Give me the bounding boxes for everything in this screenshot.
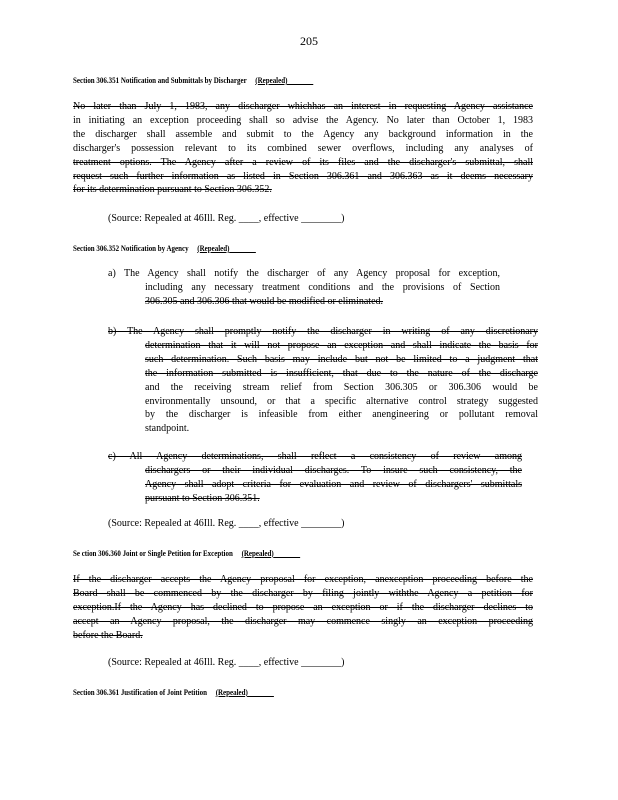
section-heading-label: Section 306.352 Notification by Agency xyxy=(73,243,189,253)
body-line: Board shall be commenced by the discharger by filing jointly withthe Agency a petition for xyxy=(73,587,533,599)
section-heading-label: Se ction 306.360 Joint or Single Petition for Exception xyxy=(73,548,233,558)
section-306-351-body xyxy=(73,100,533,197)
section-306-360-heading xyxy=(73,548,300,558)
source-note-351: (Source: Repealed at 46Ill. Reg. ____, effective ________) xyxy=(108,213,345,224)
body-line: exception.If the Agency has declined to propose an exception or if the discharger declines to xyxy=(73,601,533,613)
body-line: No later than July 1, 1983, any discharger whichhas an interest in requesting Agency assistance xyxy=(73,101,533,112)
underline-rule xyxy=(274,549,300,558)
item-line: pursuant to Section 306.351. xyxy=(145,492,260,504)
section-heading-label: Section 306.351 Notification and Submittals by Discharger xyxy=(73,75,247,85)
body-line: for its determination pursuant to Section 306.352. xyxy=(73,184,272,196)
item-line: the information submitted is insufficient, that due to the nature of the discharge xyxy=(145,367,538,379)
item-line: such determination. Such basis may include but not be limited to a judgment that xyxy=(145,353,538,365)
repealed-label: (Repealed) xyxy=(255,75,288,85)
item-line: dischargers or their individual discharges. To insure such consistency, the xyxy=(145,464,522,476)
source-note-352: (Source: Repealed at 46Ill. Reg. ____, effective ________) xyxy=(108,518,345,529)
item-line: a) The Agency shall notify the discharger of any Agency proposal for exception, xyxy=(108,268,500,279)
item-line: 306.305 and 306.306 that would be modified or eliminated. xyxy=(145,295,384,307)
body-line: discharger's possession relevant to its combined sewer overflows, including any analyses of xyxy=(73,142,533,154)
page-number: 205 xyxy=(300,34,318,48)
item-a xyxy=(108,267,500,309)
underline-rule xyxy=(287,76,313,85)
underline-rule xyxy=(248,688,274,697)
repealed-label: (Repealed) xyxy=(241,548,274,558)
body-line: in initiating an exception proceeding shall so advise the Agency. No later than October 1, 1983 xyxy=(73,114,533,126)
section-306-351-heading xyxy=(73,75,314,85)
item-line: including any necessary treatment conditions and the provisions of Section xyxy=(145,281,500,293)
underline-rule xyxy=(229,244,255,253)
body-line: before the Board. xyxy=(73,629,143,641)
item-line: determination that it will not propose an exception and shall indicate the basis for xyxy=(145,339,538,351)
item-c xyxy=(108,450,522,506)
body-line: the discharger shall assemble and submit to the Agency any background information in the xyxy=(73,128,533,140)
repealed-label: (Repealed) xyxy=(215,687,248,697)
section-heading-label: Section 306.361 Justification of Joint Petition xyxy=(73,687,207,697)
body-line: If the discharger accepts the Agency proposal for exception, anexception proceeding before the xyxy=(73,574,533,585)
section-306-360-body xyxy=(73,573,533,643)
body-line: treatment options. The Agency after a review of its files and the discharger's submittal, shall xyxy=(73,156,533,168)
item-line: and the receiving stream relief from Section 306.305 or 306.306 would be xyxy=(145,381,538,393)
item-line: c) All Agency determinations, shall reflect a consistency of review among xyxy=(108,451,522,462)
item-line: b) The Agency shall promptly notify the discharger in writing of any discretionary xyxy=(108,326,538,337)
body-line: accept an Agency proposal, the discharger may commence singly an exception proceeding xyxy=(73,615,533,627)
item-b xyxy=(108,325,538,436)
item-line: standpoint. xyxy=(145,423,190,435)
item-line: Agency shall adopt criteria for evaluation and review of dischargers' submittals xyxy=(145,478,522,490)
section-306-352-heading xyxy=(73,243,256,253)
source-note-360: (Source: Repealed at 46Ill. Reg. ____, effective ________) xyxy=(108,657,345,668)
item-line: environmentally unsound, or that a specific alternative control strategy suggested xyxy=(145,395,538,407)
body-line: request such further information as listed in Section 306.361 and 306.363 as it deems necessary xyxy=(73,170,533,182)
section-306-361-heading xyxy=(73,687,274,697)
repealed-label: (Repealed) xyxy=(197,243,230,253)
item-line: by the discharger is infeasible from either anengineering or pollutant removal xyxy=(145,409,538,421)
